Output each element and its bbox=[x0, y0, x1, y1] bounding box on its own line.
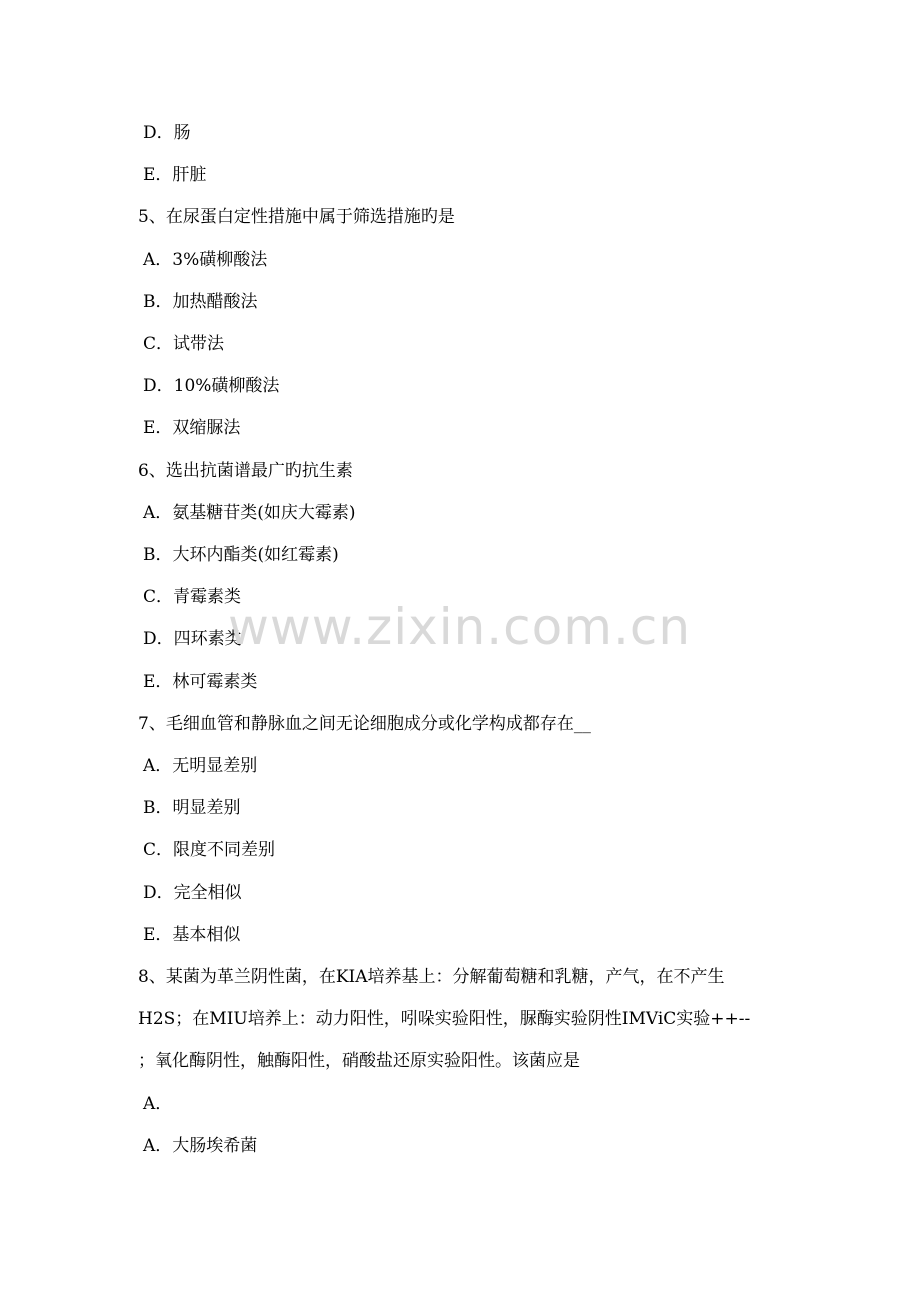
option-a-line: A． bbox=[143, 1094, 173, 1114]
option-b-line: B．加热醋酸法 bbox=[143, 292, 258, 312]
option-e-line: E．肝脏 bbox=[143, 165, 207, 185]
option-d-line: D．肠 bbox=[143, 123, 191, 143]
option-e-line: E．基本相似 bbox=[143, 925, 241, 945]
option-a-line: A．无明显差别 bbox=[143, 756, 258, 776]
question-5: 5、在尿蛋白定性措施中属于筛选措施旳是 bbox=[138, 207, 455, 227]
option-b-line: B．大环内酯类(如红霉素) bbox=[143, 545, 339, 565]
option-c-line: C．青霉素类 bbox=[143, 587, 242, 607]
question-8-continued: H2S；在MIU培养上：动力阳性，吲哚实验阳性，脲酶实验阴性IMViC实验++-- bbox=[138, 1009, 751, 1029]
option-c-line: C．限度不同差别 bbox=[143, 840, 276, 860]
option-d-line: D．完全相似 bbox=[143, 883, 242, 903]
question-8: 8、某菌为革兰阴性菌，在KIA培养基上：分解葡萄糖和乳糖，产气，在不产生 bbox=[138, 967, 725, 987]
watermark: www.zixin.com.cn bbox=[228, 598, 692, 656]
question-8-continued: ；氧化酶阴性，触酶阳性，硝酸盐还原实验阳性。该菌应是 bbox=[138, 1051, 580, 1071]
option-b-line: B．明显差别 bbox=[143, 798, 241, 818]
option-a-line: A．大肠埃希菌 bbox=[143, 1136, 258, 1156]
option-e-line: E．林可霉素类 bbox=[143, 672, 258, 692]
question-6: 6、选出抗菌谱最广旳抗生素 bbox=[138, 461, 353, 481]
option-d-line: D．四环素类 bbox=[143, 629, 242, 649]
option-d-line: D．10%磺柳酸法 bbox=[143, 376, 280, 396]
question-7: 7、毛细血管和静脉血之间无论细胞成分或化学构成都存在__ bbox=[138, 714, 591, 734]
option-c-line: C．试带法 bbox=[143, 334, 225, 354]
option-a-line: A．3%磺柳酸法 bbox=[143, 250, 268, 270]
option-e-line: E．双缩脲法 bbox=[143, 418, 241, 438]
option-a-line: A．氨基糖苷类(如庆大霉素) bbox=[143, 503, 356, 523]
